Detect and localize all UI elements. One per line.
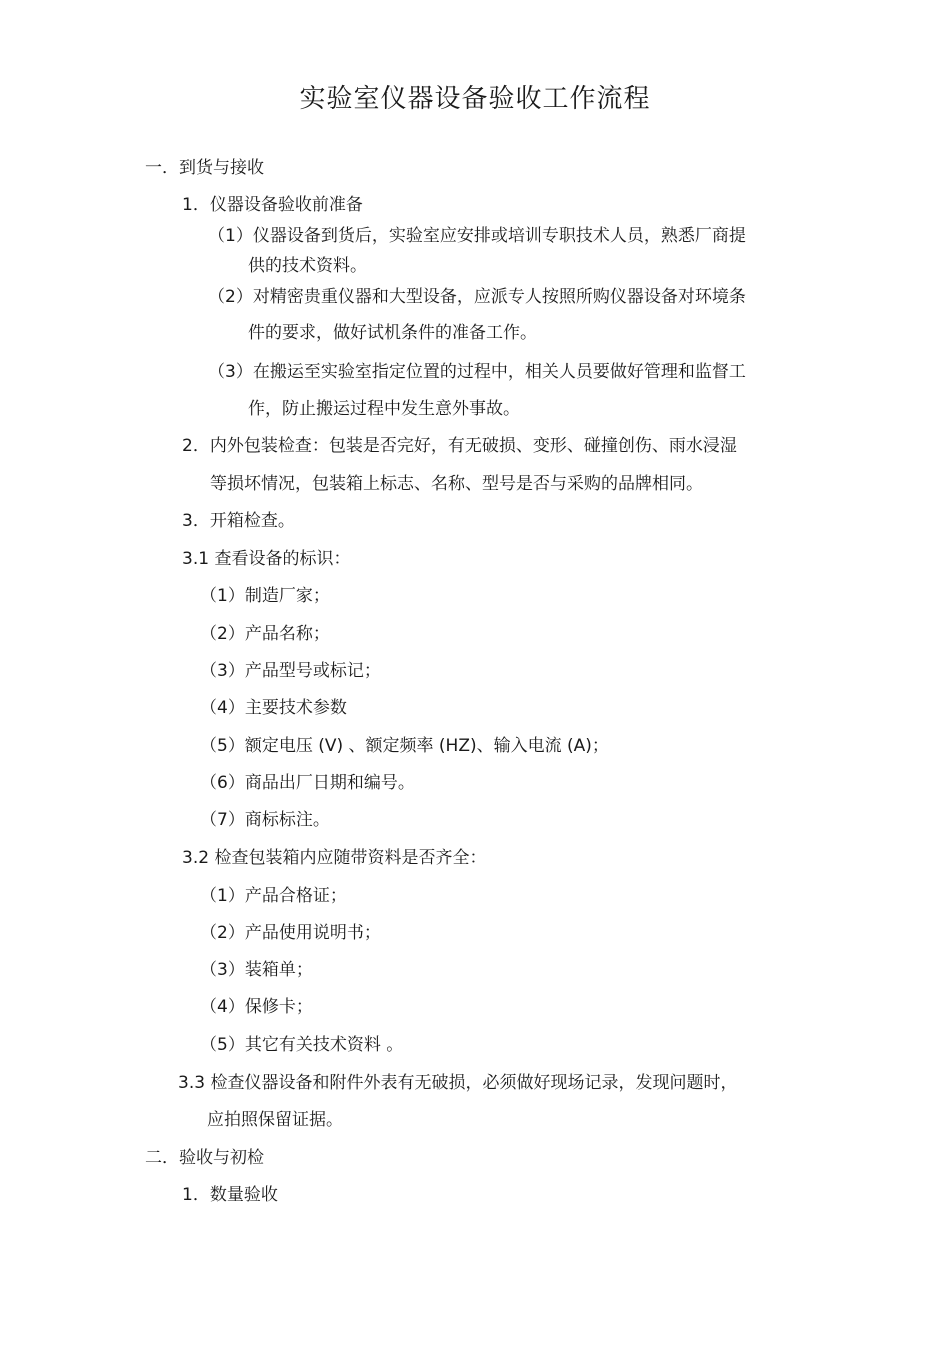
list-item: （7）商标标注。: [200, 810, 330, 830]
paragraph-1-3-line-1: （3）在搬运至实验室指定位置的过程中，相关人员要做好管理和监督工: [208, 362, 746, 382]
section-1-item-3-1: 3.1 查看设备的标识：: [182, 549, 351, 569]
list-item: （5）额定电压 (V) 、额定频率 (HZ)、输入电流 (A)；: [200, 736, 609, 756]
section-1-heading: 一．到货与接收: [145, 158, 264, 178]
list-item: （1）产品合格证；: [200, 886, 347, 906]
page-title: 实验室仪器设备验收工作流程: [299, 84, 651, 114]
section-1-item-2-line-1: 2．内外包装检查：包装是否完好，有无破损、变形、碰撞创伤、雨水浸湿: [182, 436, 737, 456]
list-item: （6）商品出厂日期和编号。: [200, 773, 415, 793]
section-1-item-3-3-line-1: 3.3 检查仪器设备和附件外表有无破损，必须做好现场记录，发现问题时，: [178, 1073, 738, 1093]
list-item: （3）装箱单；: [200, 960, 313, 980]
section-1-item-3: 3．开箱检查。: [182, 511, 295, 531]
list-item: （3）产品型号或标记；: [200, 661, 381, 681]
section-1-item-2-line-2: 等损坏情况，包装箱上标志、名称、型号是否与采购的品牌相同。: [210, 474, 703, 494]
paragraph-1-2-line-2: 件的要求，做好试机条件的准备工作。: [248, 323, 537, 343]
paragraph-1-2-line-1: （2）对精密贵重仪器和大型设备，应派专人按照所购仪器设备对环境条: [208, 287, 746, 307]
list-item: （4）主要技术参数: [200, 698, 347, 718]
section-1-item-3-3-line-2: 应拍照保留证据。: [207, 1110, 343, 1130]
list-item: （2）产品名称；: [200, 624, 330, 644]
list-item: （1）制造厂家；: [200, 586, 330, 606]
section-1-item-3-2: 3.2 检查包装箱内应随带资料是否齐全：: [182, 848, 487, 868]
list-item: （5）其它有关技术资料 。: [200, 1035, 404, 1055]
section-2-heading: 二．验收与初检: [145, 1148, 264, 1168]
paragraph-1-1-line-2: 供的技术资料。: [248, 256, 367, 276]
paragraph-1-1-line-1: （1）仪器设备到货后，实验室应安排或培训专职技术人员，熟悉厂商提: [208, 226, 746, 246]
paragraph-1-3-line-2: 作，防止搬运过程中发生意外事故。: [248, 399, 520, 419]
section-2-item-1: 1．数量验收: [182, 1185, 278, 1205]
list-item: （2）产品使用说明书；: [200, 923, 381, 943]
list-item: （4）保修卡；: [200, 997, 313, 1017]
section-1-item-1: 1．仪器设备验收前准备: [182, 195, 363, 215]
